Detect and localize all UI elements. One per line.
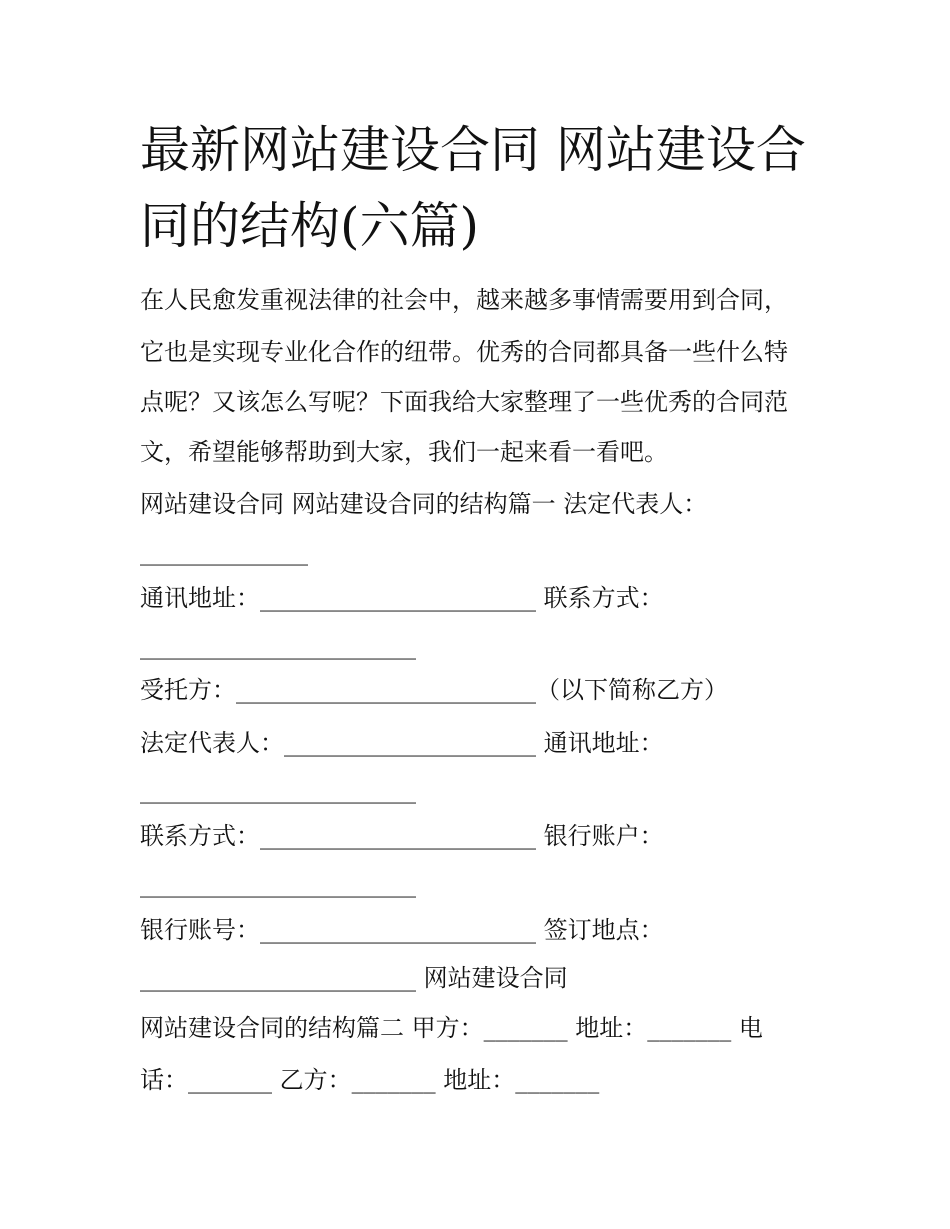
document-title: 最新网站建设合同 网站建设合同的结构(六篇) — [140, 121, 806, 255]
intro-line-2: 它也是实现专业化合作的纽带。优秀的合同都具备一些什么特 — [140, 338, 788, 366]
intro-line-3: 点呢？又该怎么写呢？下面我给大家整理了一些优秀的合同范 — [140, 388, 788, 416]
contract-field-line: 联系方式：_______________________ 银行账户： — [140, 822, 664, 850]
intro-line-1: 在人民愈发重视法律的社会中，越来越多事情需要用到合同， — [140, 286, 788, 314]
contract-field-line: 通讯地址：_______________________ 联系方式： — [140, 584, 664, 612]
contract-field-line: 话：_______ 乙方：_______ 地址：_______ — [140, 1066, 600, 1094]
contract-field-line: 法定代表人：_____________________ 通讯地址： — [140, 729, 664, 757]
contract-field-line: _______________________ 网站建设合同 — [140, 964, 568, 992]
section-two-heading: 网站建设合同的结构篇二 甲方：_______ 地址：_______ 电 — [140, 1014, 763, 1042]
blank-line: _______________________ — [140, 632, 416, 660]
contract-field-line: 受托方：_________________________（以下简称乙方） — [140, 676, 728, 704]
contract-field-line: 银行账号：_______________________ 签订地点： — [140, 916, 664, 944]
blank-line: ______________ — [140, 538, 308, 566]
intro-line-4: 文，希望能够帮助到大家，我们一起来看一看吧。 — [140, 438, 668, 466]
section-one-heading: 网站建设合同 网站建设合同的结构篇一 法定代表人： — [140, 490, 708, 518]
blank-line: _______________________ — [140, 776, 416, 804]
blank-line: _______________________ — [140, 870, 416, 898]
